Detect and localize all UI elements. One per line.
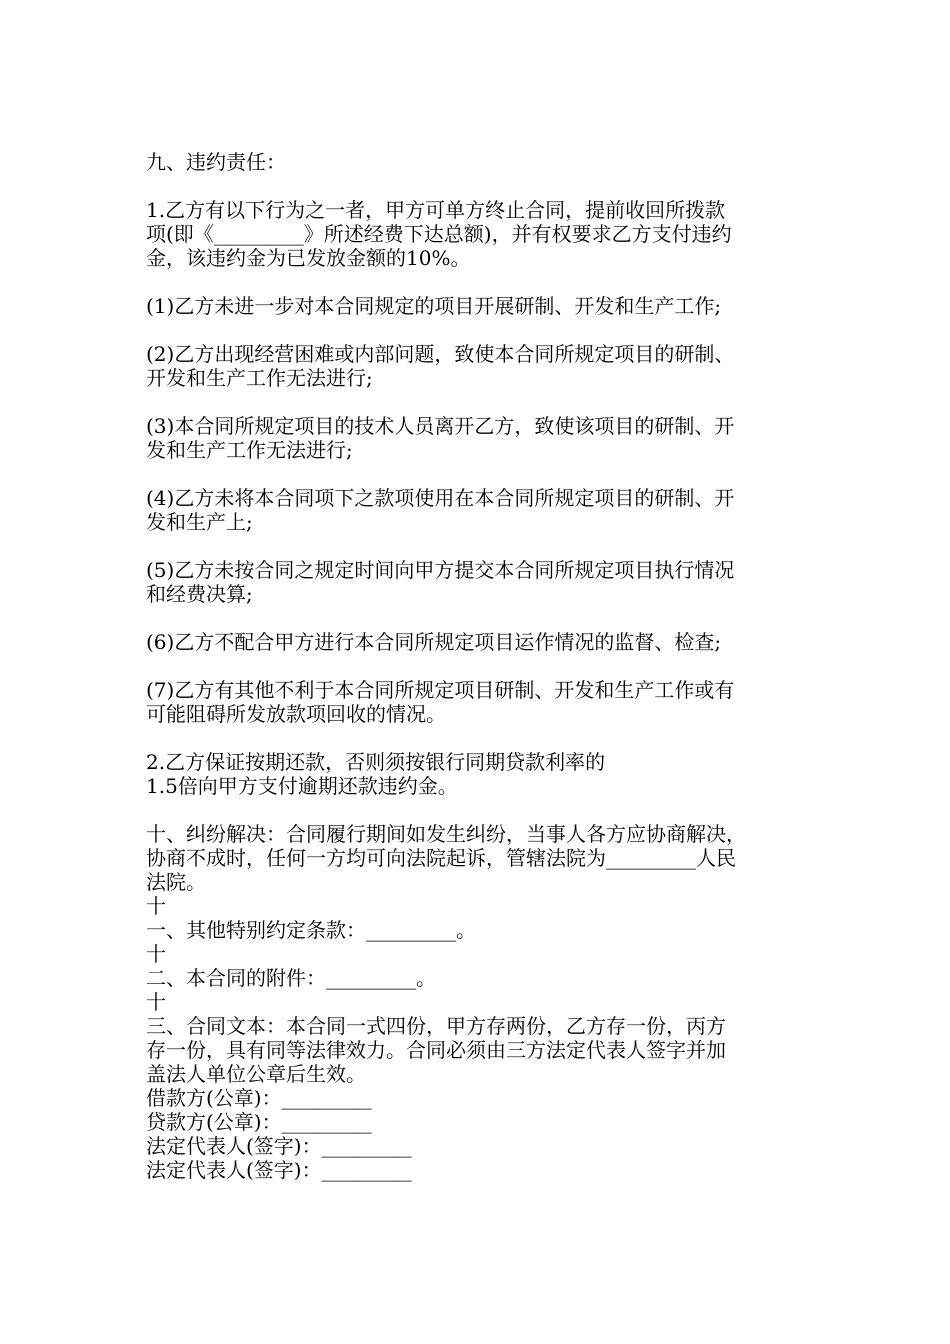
section-11-line: 一、其他特别约定条款：_________。 [146, 918, 476, 942]
clause-2 [146, 750, 826, 798]
signature-block [146, 1086, 826, 1182]
sub-clause-line: 开发和生产工作无法进行; [146, 366, 373, 390]
sub-clause-line: 发和生产上; [146, 510, 253, 534]
clause-1-line: 1.乙方有以下行为之一者，甲方可单方终止合同，提前收回所拨款 [146, 198, 726, 222]
sub-clause-line: (6)乙方不配合甲方进行本合同所规定项目运作情况的监督、检查; [146, 630, 722, 654]
sub-clause-6 [146, 630, 826, 654]
signature-line-borrower: 借款方(公章)：_________ [146, 1086, 372, 1110]
section-13-line: 盖法人单位公章后生效。 [146, 1062, 366, 1086]
clause-1-line: 项(即《_________》所述经费下达总额)，并有权要求乙方支付违约 [146, 222, 732, 246]
sub-clause-line: (5)乙方未按合同之规定时间向甲方提交本合同所规定项目执行情况 [146, 558, 735, 582]
clause-2-line: 1.5倍向甲方支付逾期还款违约金。 [146, 774, 458, 798]
section-13-line: 三、合同文本：本合同一式四份，甲方存两份，乙方存一份，丙方 [146, 1014, 726, 1038]
signature-line-lender: 贷款方(公章)：_________ [146, 1110, 372, 1134]
signature-line-representative: 法定代表人(签字)：_________ [146, 1134, 412, 1158]
section-13-line: 存一份，具有同等法律效力。合同必须由三方法定代表人签字并加 [146, 1038, 726, 1062]
sub-clause-5 [146, 558, 826, 606]
section-12-line: 十 [146, 942, 166, 966]
sub-clause-2 [146, 342, 826, 390]
sub-clause-4 [146, 486, 826, 534]
document-page [146, 150, 826, 1182]
sub-clause-1 [146, 294, 826, 318]
clause-1 [146, 198, 826, 270]
section-10-line: 法院。 [146, 870, 206, 894]
sub-clause-7 [146, 678, 826, 726]
section-11-line: 十 [146, 894, 166, 918]
section-13 [146, 990, 826, 1086]
sub-clause-3 [146, 414, 826, 462]
sub-clause-line: 发和生产工作无法进行; [146, 438, 353, 462]
section-10-line: 十、纠纷解决：合同履行期间如发生纠纷，当事人各方应协商解决， [146, 822, 746, 846]
sub-clause-line: (7)乙方有其他不利于本合同所规定项目研制、开发和生产工作或有 [146, 678, 735, 702]
signature-line-representative: 法定代表人(签字)：_________ [146, 1158, 412, 1182]
section-12-line: 二、本合同的附件：_________。 [146, 966, 436, 990]
sub-clause-line: (1)乙方未进一步对本合同规定的项目开展研制、开发和生产工作; [146, 294, 722, 318]
section-10 [146, 822, 826, 894]
sub-clause-line: (4)乙方未将本合同项下之款项使用在本合同所规定项目的研制、开 [146, 486, 735, 510]
sub-clause-line: (2)乙方出现经营困难或内部问题，致使本合同所规定项目的研制、 [146, 342, 735, 366]
section-12 [146, 942, 826, 990]
clause-2-line: 2.乙方保证按期还款，否则须按银行同期贷款利率的 [146, 750, 606, 774]
sub-clause-line: 可能阻碍所发放款项回收的情况。 [146, 702, 446, 726]
section-9-heading: 九、违约责任： [146, 150, 286, 174]
sub-clause-line: 和经费决算; [146, 582, 253, 606]
section-13-line: 十 [146, 990, 166, 1014]
sub-clause-line: (3)本合同所规定项目的技术人员离开乙方，致使该项目的研制、开 [146, 414, 735, 438]
section-11 [146, 894, 826, 942]
section-10-line: 协商不成时，任何一方均可向法院起诉，管辖法院为_________人民 [146, 846, 736, 870]
clause-1-line: 金，该违约金为已发放金额的10%。 [146, 246, 471, 270]
